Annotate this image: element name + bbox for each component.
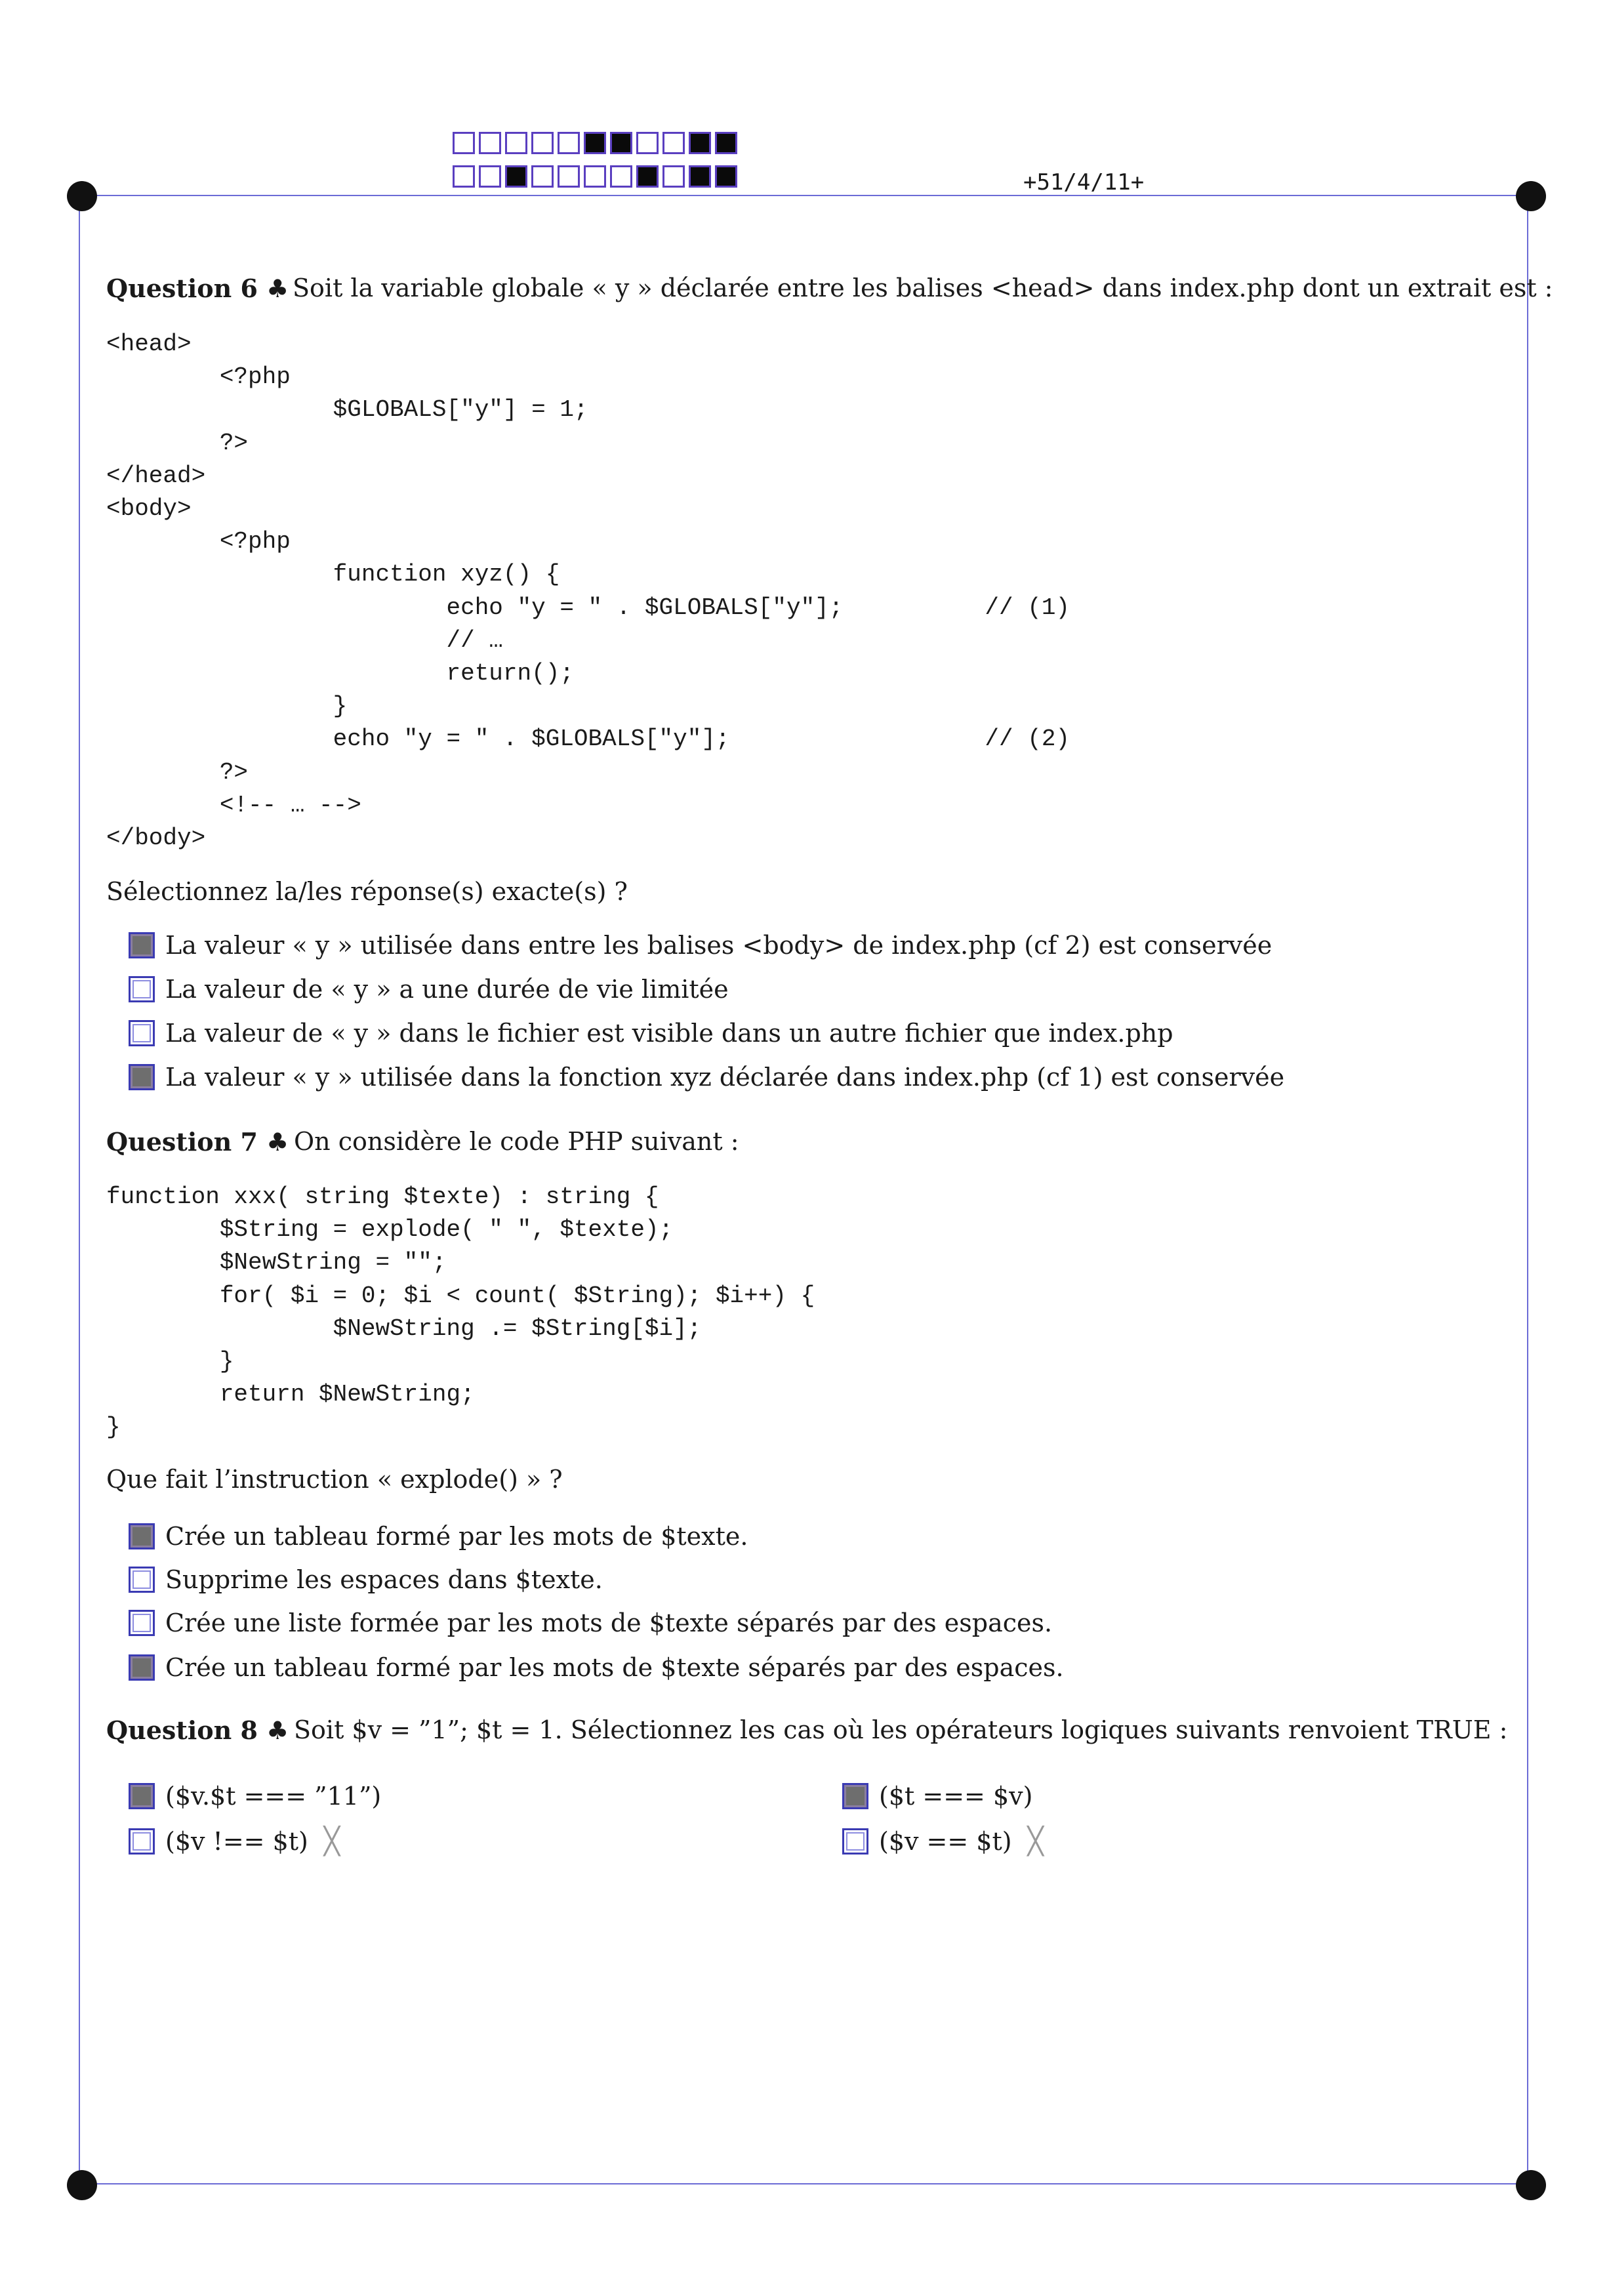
corner-mark-top-right: [1516, 181, 1546, 211]
q7-answer-3[interactable]: [129, 1609, 1052, 1637]
checkbox[interactable]: [129, 1020, 155, 1046]
barcode-cell: [453, 165, 475, 188]
checkbox[interactable]: [129, 1828, 155, 1855]
answer-label: Crée un tableau formé par les mots de $texte séparés par des espaces.: [165, 1653, 1064, 1682]
q7-answer-1[interactable]: [129, 1522, 748, 1551]
barcode-cell: [715, 165, 737, 188]
checkbox[interactable]: [129, 1654, 155, 1681]
barcode-cell: [531, 165, 554, 188]
page-id: +51/4/11+: [1023, 169, 1145, 195]
barcode-cell: [689, 132, 711, 154]
barcode-cell: [584, 132, 606, 154]
barcode-cell: [453, 132, 475, 154]
handwritten-cross-mark: ╳: [1027, 1826, 1044, 1856]
question-7-prompt: Que fait l’instruction « explode() » ?: [106, 1465, 563, 1494]
question-8-title: Question 8 ♣: [106, 1715, 289, 1745]
question-7-text: On considère le code PHP suivant :: [294, 1127, 739, 1156]
q6-answer-1[interactable]: [129, 931, 1272, 960]
checkbox[interactable]: [842, 1783, 868, 1809]
checkbox[interactable]: [129, 1610, 155, 1636]
barcode-cell: [505, 165, 527, 188]
checkbox[interactable]: [129, 1064, 155, 1090]
answer-label: La valeur de « y » dans le fichier est visible dans un autre fichier que index.php: [165, 1019, 1173, 1048]
answer-label: Supprime les espaces dans $texte.: [165, 1565, 603, 1594]
q8-answer-1[interactable]: [129, 1782, 381, 1811]
checkbox[interactable]: [129, 932, 155, 958]
barcode-cell: [662, 132, 685, 154]
corner-mark-bottom-right: [1516, 2170, 1546, 2200]
barcode-cell: [715, 132, 737, 154]
question-6-code: <head> <?php $GLOBALS["y"] = 1; ?> </head> <body> <?php function xyz() { echo "y = " . $GLOBALS["y"]; // (1) // … return(); } echo "y = " . $GLOBALS["y"]; // (2) ?> <!-- … --> </body>: [106, 331, 1070, 852]
answer-label: ($t === $v): [879, 1782, 1033, 1811]
barcode-cell: [479, 132, 501, 154]
question-6-title: Question 6 ♣: [106, 274, 289, 303]
answer-label: Crée un tableau formé par les mots de $texte.: [165, 1522, 748, 1551]
answer-label: La valeur de « y » a une durée de vie limitée: [165, 975, 729, 1004]
corner-mark-bottom-left: [67, 2170, 97, 2200]
q6-answer-2[interactable]: [129, 975, 729, 1004]
q6-answer-4[interactable]: [129, 1063, 1284, 1092]
barcode-cell: [584, 165, 606, 188]
barcode-cell: [610, 132, 632, 154]
answer-label: ($v.$t === ”11”): [165, 1782, 382, 1811]
barcode-cell: [662, 165, 685, 188]
q6-answer-3[interactable]: [129, 1019, 1173, 1048]
question-8-text: Soit $v = ”1”; $t = 1. Sélectionnez les cas où les opérateurs logiques suivants renvoient TRUE :: [294, 1715, 1508, 1744]
barcode-cell: [505, 132, 527, 154]
answer-label: La valeur « y » utilisée dans la fonction xyz déclarée dans index.php (cf 1) est conservée: [165, 1063, 1285, 1092]
checkbox[interactable]: [842, 1828, 868, 1855]
question-7-code: function xxx( string $texte) : string { $String = explode( " ", $texte); $NewString = ""; for( $i = 0; $i < count( $String); $i++) { $NewString .= $String[$i]; } return $NewString; }: [106, 1183, 815, 1441]
q7-answer-4[interactable]: [129, 1653, 1064, 1682]
barcode-cell: [558, 132, 580, 154]
question-6-text: Soit la variable globale « y » déclarée entre les balises <head> dans index.php dont un extrait est :: [293, 274, 1553, 302]
q8-answer-3[interactable]: [129, 1826, 340, 1856]
corner-mark-top-left: [67, 181, 97, 211]
barcode-row-1: [453, 132, 737, 154]
answer-label: ($v == $t): [879, 1827, 1012, 1856]
barcode-cell: [610, 165, 632, 188]
barcode-cell: [636, 165, 659, 188]
barcode-cell: [531, 132, 554, 154]
barcode-row-2: [453, 165, 737, 188]
answer-label: La valeur « y » utilisée dans entre les balises <body> de index.php (cf 2) est conservée: [165, 931, 1273, 960]
question-7-title: Question 7 ♣: [106, 1127, 289, 1157]
question-6-prompt: Sélectionnez la/les réponse(s) exacte(s) ?: [106, 877, 628, 906]
barcode-cell: [558, 165, 580, 188]
answer-label: Crée une liste formée par les mots de $texte séparés par des espaces.: [165, 1609, 1053, 1637]
answer-label: ($v !== $t): [165, 1827, 308, 1856]
handwritten-cross-mark: ╳: [323, 1826, 340, 1856]
checkbox[interactable]: [129, 1523, 155, 1549]
checkbox[interactable]: [129, 1567, 155, 1593]
q8-answer-2[interactable]: [842, 1782, 1032, 1811]
q7-answer-2[interactable]: [129, 1565, 603, 1594]
checkbox[interactable]: [129, 1783, 155, 1809]
barcode-cell: [689, 165, 711, 188]
barcode-cell: [636, 132, 659, 154]
q8-answer-4[interactable]: [842, 1826, 1044, 1856]
checkbox[interactable]: [129, 976, 155, 1002]
barcode-cell: [479, 165, 501, 188]
